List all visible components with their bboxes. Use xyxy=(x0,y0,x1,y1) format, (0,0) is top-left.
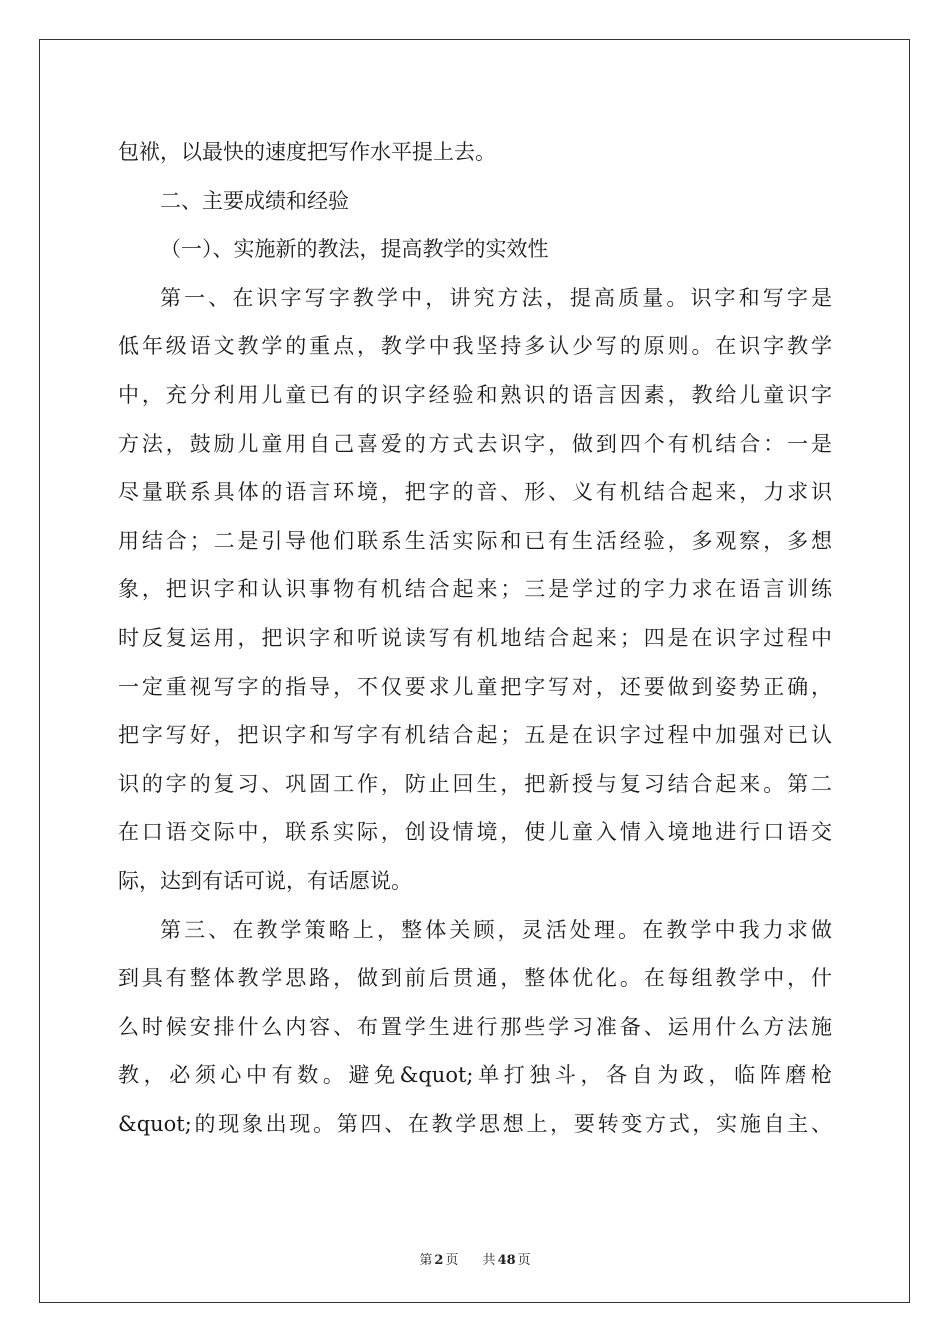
text-line: 时反复运用，把识字和听说读写有机地结合起来；四是在识字过程中 xyxy=(118,625,832,650)
text-line: 象，把识字和认识事物有机结合起来；三是学过的字力求在语言训练 xyxy=(118,577,832,602)
text-line: 低年级语文教学的重点，教学中我坚持多认少写的原则。在识字教学 xyxy=(118,334,832,359)
current-page-number: 2 xyxy=(434,1253,444,1268)
footer-page-label: 第 2 页 xyxy=(419,1253,459,1268)
text-line: 尽量联系具体的语言环境，把字的音、形、义有机结合起来，力求识 xyxy=(118,480,832,505)
text-line: 际，达到有话可说，有话愿说。 xyxy=(118,868,412,893)
page-footer xyxy=(0,1249,950,1268)
text-line: 教，必须心中有数。避免&quot;单打独斗，各自为政，临阵磨枪 xyxy=(118,1063,832,1088)
text-line: &quot;的现象出现。第四、在教学思想上，要转变方式，实施自主、 xyxy=(118,1111,832,1136)
text-line: 中，充分利用儿童已有的识字经验和熟识的语言因素，教给儿童识字 xyxy=(118,382,832,407)
text-line: 二、主要成绩和经验 xyxy=(160,188,349,213)
text-line: 在口语交际中，联系实际，创设情境，使儿童入情入境地进行口语交 xyxy=(118,820,832,845)
text-line: 方法，鼓励儿童用自己喜爱的方式去识字，做到四个有机结合：一是 xyxy=(118,431,832,456)
text-line: 用结合；二是引导他们联系生活实际和已有生活经验，多观察，多想 xyxy=(118,528,832,553)
text-line: 识的字的复习、巩固工作，防止回生，把新授与复习结合起来。第二 xyxy=(118,771,832,796)
text-line: （一）、实施新的教法，提高教学的实效性 xyxy=(160,237,549,262)
text-line: 第三、在教学策略上，整体关顾，灵活处理。在教学中我力求做 xyxy=(160,917,832,942)
footer-total-label: 共 48 页 xyxy=(482,1253,531,1268)
document-body xyxy=(118,128,832,1148)
text-line: 到具有整体教学思路，做到前后贯通，整体优化。在每组教学中，什 xyxy=(118,966,832,991)
total-pages-number: 48 xyxy=(497,1253,516,1268)
text-line: 第一、在识字写字教学中，讲究方法，提高质量。识字和写字是 xyxy=(160,285,832,310)
text-line: 把字写好，把识字和写字有机结合起；五是在识字过程中加强对已认 xyxy=(118,723,832,748)
text-line: 一定重视写字的指导，不仅要求儿童把字写对，还要做到姿势正确， xyxy=(118,674,832,699)
text-line: 包袱，以最快的速度把写作水平提上去。 xyxy=(118,140,496,164)
text-line: 么时候安排什么内容、布置学生进行那些学习准备、运用什么方法施 xyxy=(118,1014,832,1039)
